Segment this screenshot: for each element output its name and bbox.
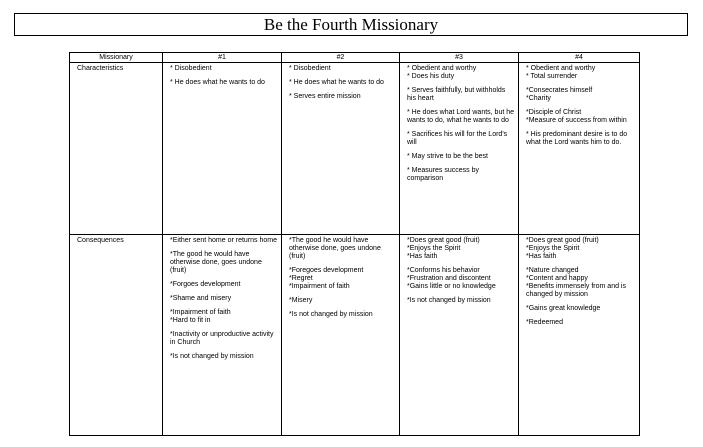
cell-item: *Impairment of faith [289, 283, 350, 290]
cell-item-group [407, 131, 514, 147]
cell-item: *Misery [289, 297, 313, 304]
cell-item-group [407, 109, 514, 125]
cell-item: *Either sent home or returns home [170, 237, 277, 244]
cell-item: *Redeemed [526, 319, 563, 326]
cell-item: *Impairment of faith [170, 309, 231, 316]
cell-item-group [170, 331, 277, 347]
cell-item: *Foregoes development [289, 267, 364, 274]
cell-item-group [526, 237, 635, 261]
cell-item-group [526, 87, 635, 103]
cell-item: *Gains great knowledge [526, 305, 601, 312]
table-cell [282, 63, 400, 235]
cell-item-group [526, 305, 635, 313]
table-cell [163, 63, 282, 235]
row-label: Consequences [70, 235, 163, 436]
cell-item: * May strive to be the best [407, 153, 488, 160]
cell-item-group [526, 267, 635, 299]
missionary-table [69, 52, 640, 436]
cell-item-group [407, 153, 514, 161]
cell-item-group [526, 109, 635, 125]
cell-item: *Enjoys the Spirit [526, 245, 580, 252]
cell-item-group [526, 65, 635, 81]
cell-item: *Has faith [526, 253, 557, 260]
table-row [70, 235, 640, 436]
cell-item: * Serves entire mission [289, 93, 361, 100]
cell-item: * He does what he wants to do [170, 79, 265, 86]
row-label: Characteristics [70, 63, 163, 235]
cell-item: *Shame and misery [170, 295, 232, 302]
cell-item-group [407, 167, 514, 183]
cell-item: *Conforms his behavior [407, 267, 480, 274]
cell-item-group [407, 267, 514, 291]
cell-item: *Hard to fit in [170, 317, 211, 324]
cell-item: *Enjoys the Spirit [407, 245, 461, 252]
header-1: #1 [163, 53, 282, 63]
page-title: Be the Fourth Missionary [14, 13, 688, 36]
cell-item: *Is not changed by mission [170, 353, 254, 360]
cell-item-group [170, 237, 277, 245]
cell-item: * Measures success by comparison [407, 167, 479, 182]
cell-item: * Disobedient [170, 65, 212, 72]
header-row [70, 53, 640, 63]
cell-item-group [289, 297, 395, 305]
cell-item-group [170, 79, 277, 87]
cell-item-group [170, 295, 277, 303]
cell-item: *Gains little or no knowledge [407, 283, 496, 290]
header-2: #2 [282, 53, 400, 63]
cell-item: *Is not changed by mission [289, 311, 373, 318]
cell-item-group [289, 65, 395, 73]
cell-item-group [170, 65, 277, 73]
cell-item: * His predominant desire is to do what the Lord wants him to do. [526, 131, 628, 146]
cell-item-group [289, 93, 395, 101]
cell-item: *Inactivity or unproductive activity in Church [170, 331, 274, 346]
cell-item: *Has faith [407, 253, 438, 260]
cell-item: * Sacrifices his will for the Lord's will [407, 131, 508, 146]
cell-item: * Does his duty [407, 73, 455, 80]
cell-item-group [170, 251, 277, 275]
cell-item: *Nature changed [526, 267, 579, 274]
cell-item-group [170, 353, 277, 361]
cell-item-group [289, 311, 395, 319]
table-row [70, 63, 640, 235]
cell-item: * Disobedient [289, 65, 331, 72]
cell-item: *Is not changed by mission [407, 297, 491, 304]
cell-item: *Does great good (fruit) [407, 237, 480, 244]
table-cell [400, 63, 519, 235]
cell-item: *Forgoes development [170, 281, 241, 288]
cell-item: *Charity [526, 95, 551, 102]
cell-item: *Regret [289, 275, 313, 282]
cell-item-group [407, 87, 514, 103]
cell-item-group [170, 281, 277, 289]
cell-item: *Does great good (fruit) [526, 237, 599, 244]
table-cell [282, 235, 400, 436]
cell-item-group [407, 237, 514, 261]
cell-item: *Content and happy [526, 275, 588, 282]
cell-item-group [289, 79, 395, 87]
header-3: #3 [400, 53, 519, 63]
cell-item: * Obedient and worthy [407, 65, 477, 72]
cell-item-group [526, 131, 635, 147]
cell-item: * Serves faithfully, but withholds his heart [407, 87, 506, 102]
cell-item: * He does what he wants to do [289, 79, 384, 86]
cell-item-group [407, 297, 514, 305]
cell-item-group [289, 267, 395, 291]
cell-item: * Total surrender [526, 73, 578, 80]
cell-item: *Benefits immensely from and is changed by mission [526, 283, 626, 298]
cell-item-group [526, 319, 635, 327]
cell-item: *Frustration and discontent [407, 275, 491, 282]
table-cell [163, 235, 282, 436]
cell-item: *The good he would have otherwise done, goes undone (fruit) [170, 251, 262, 274]
cell-item: * Obedient and worthy [526, 65, 596, 72]
cell-item: *Measure of success from within [526, 117, 627, 124]
cell-item: *Consecrates himself [526, 87, 593, 94]
cell-item: *The good he would have otherwise done, goes undone (fruit) [289, 237, 381, 260]
cell-item: * He does what Lord wants, but he wants to do, what he wants to do [407, 109, 515, 124]
table-cell [519, 63, 640, 235]
cell-item-group [289, 237, 395, 261]
cell-item: *Disciple of Christ [526, 109, 582, 116]
header-missionary: Missionary [70, 53, 163, 63]
table-cell [519, 235, 640, 436]
header-4: #4 [519, 53, 640, 63]
cell-item-group [407, 65, 514, 81]
table-cell [400, 235, 519, 436]
cell-item-group [170, 309, 277, 325]
